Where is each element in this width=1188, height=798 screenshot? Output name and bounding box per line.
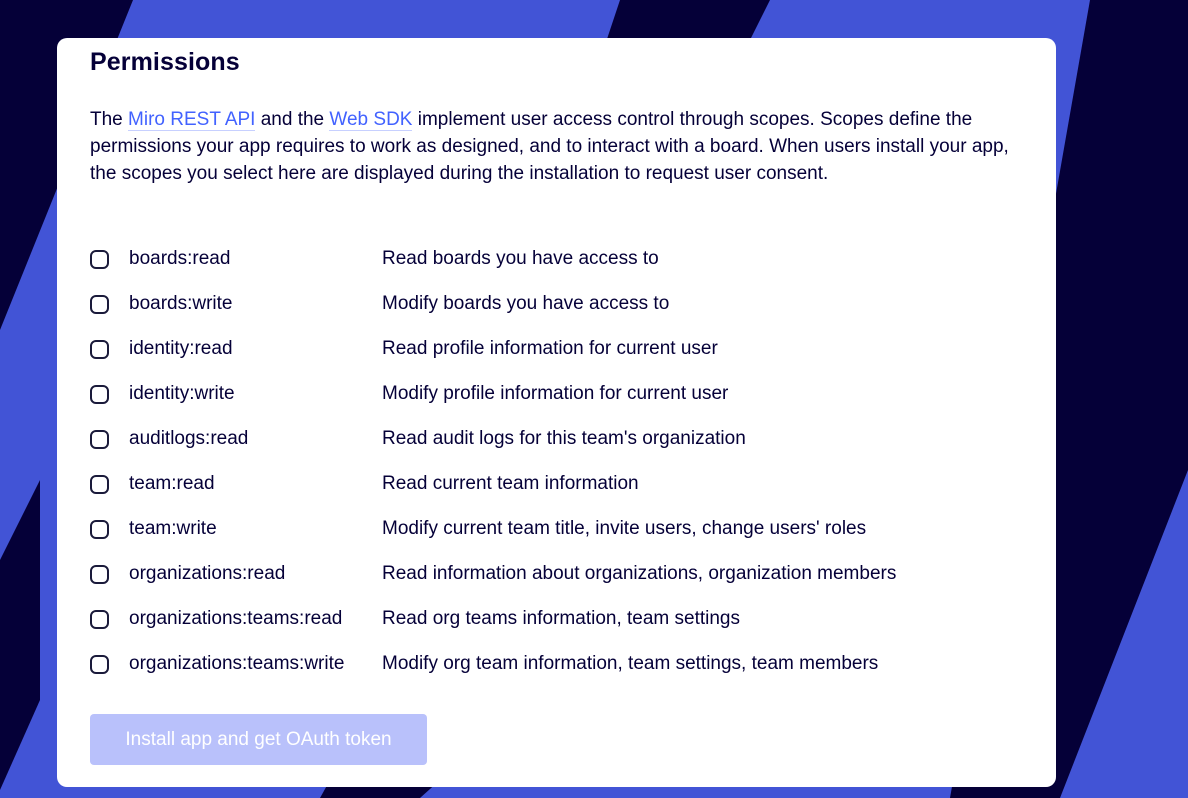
scope-checkbox[interactable] [90,340,109,359]
scope-row[interactable] [90,420,1020,465]
scope-name: team:write [129,518,217,539]
scope-row[interactable] [90,510,1020,555]
scope-name: organizations:read [129,563,286,584]
scope-row[interactable] [90,375,1020,420]
scope-row[interactable] [90,330,1020,375]
scope-checkbox[interactable] [90,475,109,494]
miro-rest-api-link[interactable]: Miro REST API [128,109,256,130]
install-app-button[interactable]: Install app and get OAuth token [90,714,427,765]
scope-checkbox[interactable] [90,520,109,539]
scope-checkbox[interactable] [90,295,109,314]
permissions-card [57,38,1056,787]
scope-name: organizations:teams:read [129,608,343,629]
scope-checkbox[interactable] [90,655,109,674]
scope-description: Read boards you have access to [382,248,659,269]
web-sdk-link[interactable]: Web SDK [329,109,413,130]
scope-checkbox[interactable] [90,610,109,629]
scope-checkbox[interactable] [90,430,109,449]
scope-name: boards:write [129,293,233,314]
intro-text-before: The [90,109,129,130]
scope-description: Modify org team information, team settings, team members [382,653,879,674]
intro-text-middle: and the [255,109,330,130]
scope-description: Modify profile information for current user [382,383,729,404]
permissions-title: Permissions [90,48,240,76]
scope-name: identity:write [129,383,235,404]
permissions-intro [90,106,1010,187]
scope-checkbox[interactable] [90,250,109,269]
scope-row[interactable] [90,555,1020,600]
scope-checkbox[interactable] [90,565,109,584]
scope-name: organizations:teams:write [129,653,345,674]
scope-row[interactable] [90,285,1020,330]
scope-description: Read current team information [382,473,639,494]
intro-text-after: implement user access control through scopes. Scopes define the permissions your app requires to work as designed, and to interact with a board. When users install your app, the scopes you select here are displayed during the installation to request user consent. [90,109,1009,184]
scope-description: Read audit logs for this team's organization [382,428,746,449]
scope-name: identity:read [129,338,233,359]
scope-description: Modify current team title, invite users, change users' roles [382,518,867,539]
scope-description: Modify boards you have access to [382,293,670,314]
scope-row[interactable] [90,645,1020,690]
scope-description: Read profile information for current user [382,338,718,359]
scope-description: Read information about organizations, organization members [382,563,897,584]
scope-checkbox[interactable] [90,385,109,404]
scope-name: boards:read [129,248,231,269]
scope-row[interactable] [90,600,1020,645]
scope-name: auditlogs:read [129,428,249,449]
scope-row[interactable] [90,240,1020,285]
scope-row[interactable] [90,465,1020,510]
scope-list [90,240,1020,690]
scope-name: team:read [129,473,215,494]
scope-description: Read org teams information, team settings [382,608,741,629]
